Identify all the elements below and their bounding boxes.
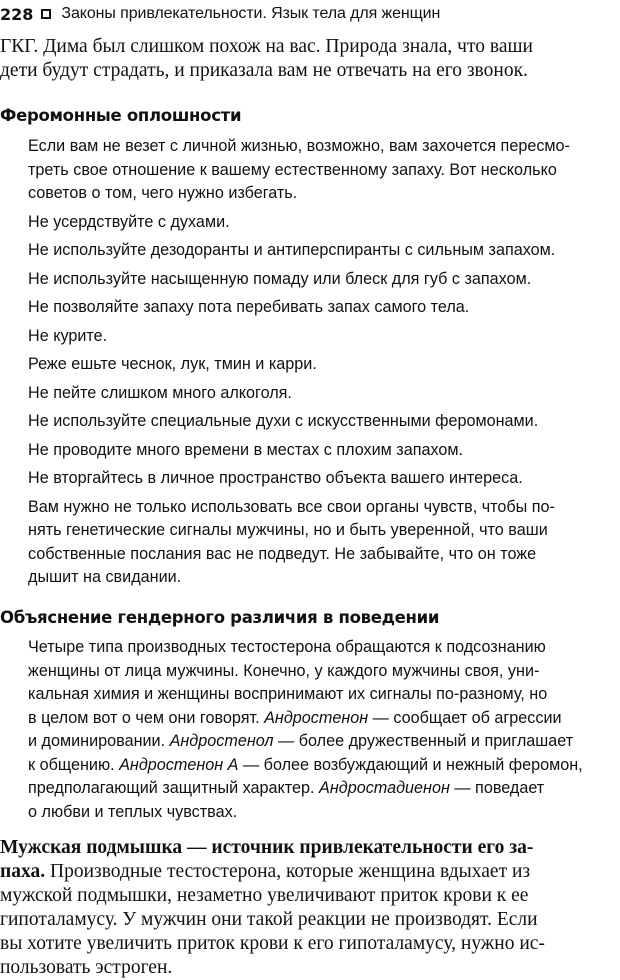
text-line: треть свое отношение к вашему естественному запаху. Вот несколько — [28, 160, 557, 179]
text-line: женщины от лица мужчины. Конечно, у каждого мужчины своя, уни- — [28, 661, 540, 680]
text-line: собственные послания вас не подведут. Не забывайте, что он тоже — [28, 544, 537, 563]
term-italic: Андростенон — [264, 708, 369, 727]
list-item: Не используйте специальные духи с искусственными феромонами. — [28, 412, 539, 430]
closing-paragraph — [0, 836, 620, 980]
list-item: Не курите. — [28, 326, 108, 345]
text-line: мужской подмышки, незаметно увеличивают приток крови к ее — [0, 885, 529, 906]
text-line: советов о том, чего нужно избегать. — [28, 184, 298, 202]
list-item: Не усердствуйте с духами. — [28, 212, 230, 231]
checkbox-square-icon — [41, 9, 51, 19]
text-line: паха. Производные тестостерона, которые женщина вдыхает из — [0, 861, 531, 882]
text-line: к общению. Андростенон А — более возбуждающий и нежный феромон, — [28, 755, 583, 774]
list-item: Не пейте слишком много алкоголя. — [28, 383, 292, 402]
text-line: и доминировании. Андростенол — более дружественный и приглашает — [28, 732, 574, 750]
running-title: Законы привлекательности. Язык тела для женщин — [61, 5, 441, 22]
intro-line: дети будут страдать, и приказала вам не отвечать на его звонок. — [0, 60, 528, 81]
section-heading-pheromone: Феромонные оплошности — [0, 106, 242, 125]
text-line: в целом вот о чем они говорят. Андростенон — сообщает об агрессии — [28, 708, 562, 727]
text-line: дышит на свидании. — [28, 568, 182, 586]
text-line: нять генетические сигналы мужчины, но и быть уверенной, что ваши — [28, 521, 548, 539]
text-line: гипоталамусу. У мужчин они такой реакции не производят. Если — [0, 909, 538, 930]
list-item: Не используйте дезодоранты и антиперспиранты с сильным запахом. — [28, 241, 556, 259]
text-line: предполагающий защитный характер. Андростадиенон — поведает — [28, 779, 545, 797]
text-line: о любви и теплых чувствах. — [28, 802, 238, 821]
list-item: Не используйте насыщенную помаду или блеск для губ с запахом. — [28, 269, 532, 288]
section-body-gender — [28, 636, 608, 824]
text-line — [0, 836, 620, 860]
bold-lead: Мужская подмышка — источник привлекательности его за- — [0, 837, 534, 858]
list-item: Реже ешьте чеснок, лук, тмин и карри. — [28, 355, 317, 373]
page-header — [0, 2, 440, 26]
list-item: Не позволяйте запаху пота перебивать запах самого тела. — [28, 298, 470, 316]
text-line: кальная химия и женщины воспринимают их сигналы по-разному, но — [28, 685, 548, 703]
intro-paragraph — [0, 35, 620, 83]
section-heading-gender: Объяснение гендерного различия в поведении — [0, 608, 440, 627]
section-body-pheromone — [28, 135, 608, 590]
page-number: 228 — [0, 4, 34, 24]
text-line: пользовать эстроген. — [0, 957, 173, 978]
text-line: Четыре типа производных тестостерона обращаются к подсознанию — [28, 638, 546, 656]
term-italic: Андростадиенон — [319, 779, 450, 797]
list-item: Не вторгайтесь в личное пространство объекта вашего интереса. — [28, 469, 523, 487]
text-line: вы хотите увеличить приток крови к его гипоталамусу, нужно ис- — [0, 933, 545, 954]
text-line: Вам нужно не только использовать все свои органы чувств, чтобы по- — [28, 497, 555, 516]
term-italic: Андростенол — [169, 732, 274, 750]
intro-line: ГКГ. Дима был слишком похож на вас. Природа знала, что ваши — [0, 36, 533, 57]
text-line: Если вам не везет с личной жизнью, возможно, вам захочется пересмо- — [28, 137, 570, 155]
list-item: Не проводите много времени в местах с плохим запахом. — [28, 440, 464, 459]
term-italic: Андростенон А — [119, 755, 239, 774]
bold-lead: паха. — [0, 861, 46, 882]
